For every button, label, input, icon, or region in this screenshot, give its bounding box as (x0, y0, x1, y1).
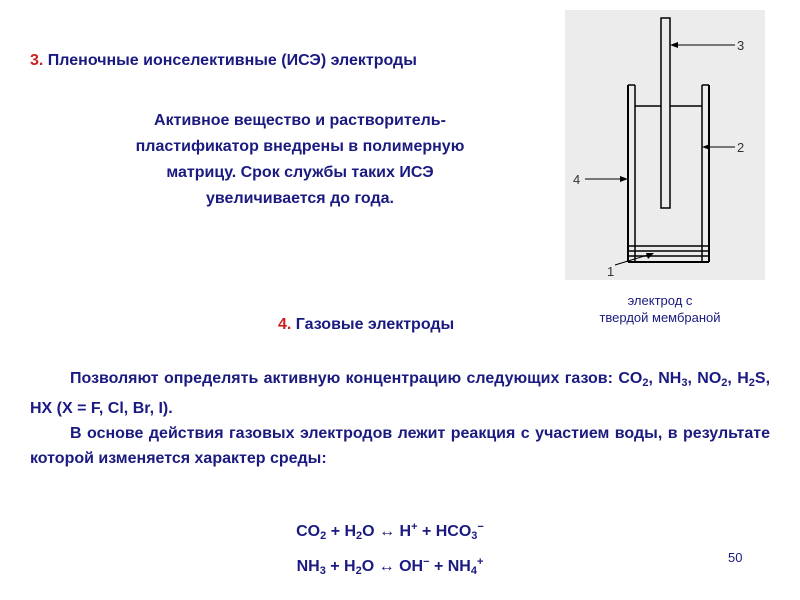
paragraph1-line-3: матрицу. Срок службы таких ИСЭ (166, 164, 434, 181)
reaction-equations (200, 514, 580, 584)
diagram-caption (560, 292, 760, 326)
equation-nh3 (200, 549, 580, 584)
eq2-part-d: + NH (429, 558, 471, 575)
gases-text-a: Позволяют определять активную концентрацию следующих газов: CO (70, 370, 643, 387)
paragraph2-sentence-1 (30, 366, 770, 421)
page-number: 50 (728, 550, 743, 565)
gases-text-b: , NH (648, 370, 682, 387)
eq2-part-b: + H (325, 558, 356, 575)
eq2-part-c: O ↔ OH (361, 558, 424, 575)
label-2: 2 (737, 140, 745, 155)
label-1: 1 (607, 264, 615, 279)
section-4-number: 4. (278, 316, 292, 333)
section-3-number: 3. (30, 52, 44, 69)
gas-electrode-description (30, 366, 770, 471)
film-electrode-description (40, 108, 560, 212)
label-3: 3 (737, 38, 745, 53)
eq1-sup-minus: − (477, 521, 484, 533)
paragraph1-line-2: пластификатор внедрены в полимерную (135, 138, 465, 155)
eq2-part-a: NH (296, 558, 320, 575)
diagram-caption-line-1: электрод с (627, 293, 693, 308)
nh3-subscript: 3 (681, 377, 688, 389)
eq1-part-b: + H (326, 523, 357, 540)
paragraph2-sentence-2: В основе действия газовых электродов лежит реакция с участием воды, в результате которой изменяется характер среды: (30, 425, 770, 467)
eq2-sup-plus: + (476, 556, 484, 568)
eq1-part-a: CO (296, 523, 321, 540)
section-3-title: Пленочные ионселективные (ИСЭ) электроды (47, 52, 417, 69)
eq1-part-c: O ↔ H (362, 523, 412, 540)
paragraph1-line-4: увеличивается до года. (206, 190, 394, 207)
gases-text-d: , H (727, 370, 749, 387)
equation-co2 (200, 514, 580, 549)
diagram-caption-line-2: твердой мембраной (599, 310, 721, 325)
eq2-sub-b: 2 (355, 565, 362, 577)
eq2-sub-a: 3 (319, 565, 326, 577)
no2-subscript: 2 (721, 377, 728, 389)
paragraph1-line-1: Активное вещество и растворитель- (154, 112, 446, 129)
electrode-diagram (565, 10, 765, 280)
gases-text-c: , NO (687, 370, 722, 387)
eq2-sup-minus: − (423, 556, 430, 568)
eq2-sub-c: 4 (470, 565, 477, 577)
heading-section-4 (278, 316, 454, 334)
heading-section-3 (30, 52, 417, 70)
gases-text-e: S, HX (X = F, Cl, Br, I). (30, 370, 771, 417)
eq1-sup-plus: + (411, 521, 418, 533)
eq1-part-d: + HCO (417, 523, 472, 540)
co2-subscript: 2 (642, 377, 649, 389)
section-4-title: Газовые электроды (295, 316, 455, 333)
eq1-sub-a: 2 (320, 530, 327, 542)
label-4: 4 (573, 172, 581, 187)
h2s-subscript: 2 (748, 377, 755, 389)
eq1-sub-b: 2 (356, 530, 363, 542)
inner-electrode-rod (661, 18, 670, 208)
eq1-sub-c: 3 (471, 530, 478, 542)
